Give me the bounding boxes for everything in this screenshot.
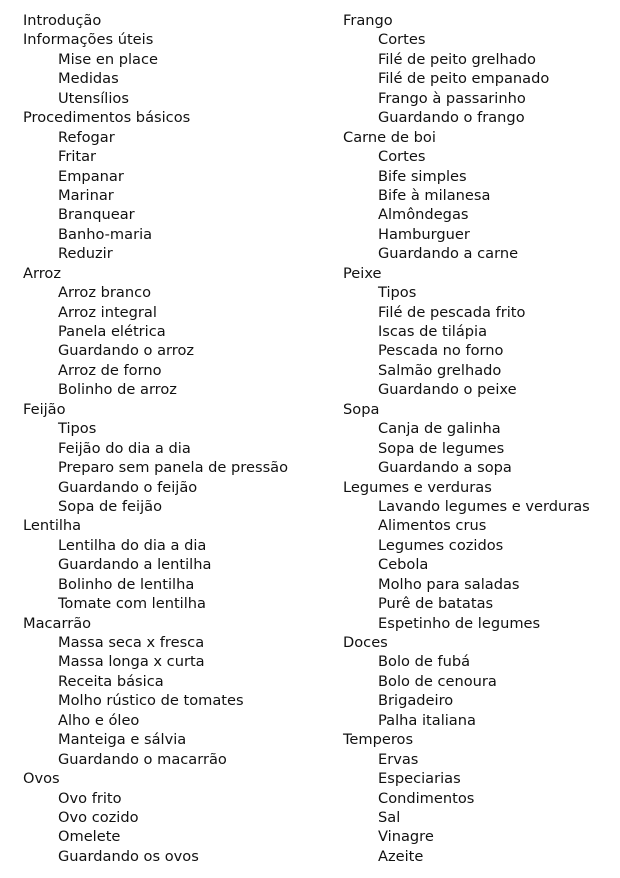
- toc-subitem: Vinagre: [378, 828, 434, 846]
- toc-section-title: Carne de boi: [343, 128, 436, 146]
- toc-subitem: Guardando o feijão: [58, 478, 198, 496]
- toc-section-title: Sopa: [343, 400, 380, 418]
- toc-subitem: Guardando o frango: [378, 109, 525, 127]
- toc-section-title: Lentilha: [23, 517, 82, 535]
- toc-subitem: Especiarias: [378, 770, 461, 788]
- toc-section-title: Informações úteis: [23, 31, 154, 49]
- toc-subitem: Guardando a carne: [378, 245, 519, 263]
- toc-subitem: Guardando o arroz: [58, 342, 195, 360]
- toc-subitem: Salmão grelhado: [378, 361, 502, 379]
- toc-section-title: Legumes e verduras: [343, 478, 492, 496]
- toc-section-title: Macarrão: [23, 614, 92, 632]
- toc-subitem: Panela elétrica: [58, 323, 166, 340]
- toc-subitem: Filé de pescada frito: [378, 303, 526, 321]
- toc-subitem: Branquear: [58, 206, 135, 224]
- toc-subitem: Tomate com lentilha: [58, 595, 206, 613]
- toc-subitem: Massa longa x curta: [58, 653, 205, 671]
- toc-subitem: Hamburguer: [378, 225, 470, 243]
- toc-subitem: Condimentos: [378, 789, 475, 807]
- toc-subitem: Utensílios: [58, 89, 129, 107]
- toc-subitem: Molho rústico de tomates: [58, 692, 244, 710]
- toc-subitem: Canja de galinha: [378, 420, 501, 438]
- toc-subitem: Arroz integral: [58, 303, 157, 321]
- toc-subitem: Sopa de legumes: [378, 439, 505, 457]
- toc-subitem: Guardando a sopa: [378, 459, 512, 477]
- toc-section-title: Doces: [343, 634, 388, 651]
- toc-subitem: Frango à passarinho: [378, 89, 526, 107]
- toc-subitem: Legumes cozidos: [378, 536, 504, 554]
- toc-left-column: [23, 11, 328, 866]
- toc-subitem: Empanar: [58, 167, 124, 185]
- toc-subitem: Preparo sem panela de pressão: [58, 459, 289, 477]
- toc-subitem: Azeite: [378, 847, 424, 865]
- toc-subitem: Reduzir: [58, 245, 113, 263]
- toc-subitem: Cortes: [378, 31, 426, 49]
- toc-subitem: Molho para saladas: [378, 575, 520, 593]
- table-of-contents: [0, 11, 620, 871]
- toc-subitem: Guardando o macarrão: [58, 750, 227, 768]
- toc-section-title: Introdução: [23, 12, 102, 29]
- toc-subitem: Guardando o peixe: [378, 381, 517, 399]
- toc-subitem: Alimentos crus: [378, 517, 487, 535]
- toc-subitem: Lentilha do dia a dia: [58, 536, 207, 554]
- toc-subitem: Cortes: [378, 148, 426, 166]
- toc-subitem: Marinar: [58, 186, 114, 204]
- toc-section-title: Ovos: [23, 770, 60, 788]
- toc-subitem: Guardando os ovos: [58, 847, 199, 865]
- toc-subitem: Medidas: [58, 70, 119, 88]
- toc-section-title: Frango: [343, 12, 393, 29]
- toc-subitem: Bolo de cenoura: [378, 672, 497, 690]
- toc-subitem: Ervas: [378, 750, 419, 768]
- toc-subitem: Receita básica: [58, 672, 164, 690]
- toc-subitem: Pescada no forno: [378, 342, 504, 360]
- toc-section-title: Procedimentos básicos: [23, 109, 191, 127]
- toc-subitem: Bife simples: [378, 167, 467, 185]
- toc-right-column: [343, 11, 618, 866]
- toc-subitem: Guardando a lentilha: [58, 556, 212, 574]
- toc-subitem: Tipos: [58, 420, 97, 438]
- toc-section-title: Arroz: [23, 264, 61, 282]
- toc-subitem: Feijão do dia a dia: [58, 439, 191, 457]
- toc-subitem: Manteiga e sálvia: [58, 731, 187, 749]
- toc-subitem: Banho-maria: [58, 225, 153, 243]
- toc-subitem: Lavando legumes e verduras: [378, 497, 590, 515]
- toc-subitem: Espetinho de legumes: [378, 614, 541, 632]
- toc-subitem: Tipos: [378, 284, 417, 302]
- toc-subitem: Refogar: [58, 128, 115, 146]
- toc-subitem: Mise en place: [58, 50, 158, 68]
- toc-subitem: Omelete: [58, 828, 121, 846]
- toc-subitem: Palha italiana: [378, 711, 476, 729]
- toc-subitem: Bolinho de arroz: [58, 381, 177, 399]
- toc-section-title: Feijão: [23, 400, 66, 418]
- toc-subitem: Cebola: [378, 556, 429, 574]
- toc-subitem: Ovo frito: [58, 789, 122, 807]
- toc-subitem: Sal: [378, 808, 401, 826]
- toc-subitem: Filé de peito empanado: [378, 70, 550, 88]
- toc-subitem: Alho e óleo: [58, 711, 140, 729]
- toc-subitem: Brigadeiro: [378, 692, 454, 710]
- toc-subitem: Arroz branco: [58, 284, 152, 302]
- toc-subitem: Iscas de tilápia: [378, 323, 488, 340]
- toc-subitem: Ovo cozido: [58, 808, 139, 826]
- toc-subitem: Arroz de forno: [58, 361, 162, 379]
- toc-subitem: Purê de batatas: [378, 595, 494, 613]
- toc-subitem: Bolinho de lentilha: [58, 575, 195, 593]
- toc-subitem: Massa seca x fresca: [58, 634, 205, 651]
- toc-subitem: Filé de peito grelhado: [378, 50, 536, 68]
- toc-subitem: Fritar: [58, 148, 97, 166]
- toc-subitem: Almôndegas: [378, 206, 469, 224]
- toc-section-title: Temperos: [343, 731, 414, 749]
- toc-subitem: Sopa de feijão: [58, 497, 163, 515]
- toc-subitem: Bife à milanesa: [378, 186, 491, 204]
- toc-section-title: Peixe: [343, 264, 382, 282]
- toc-subitem: Bolo de fubá: [378, 653, 471, 671]
